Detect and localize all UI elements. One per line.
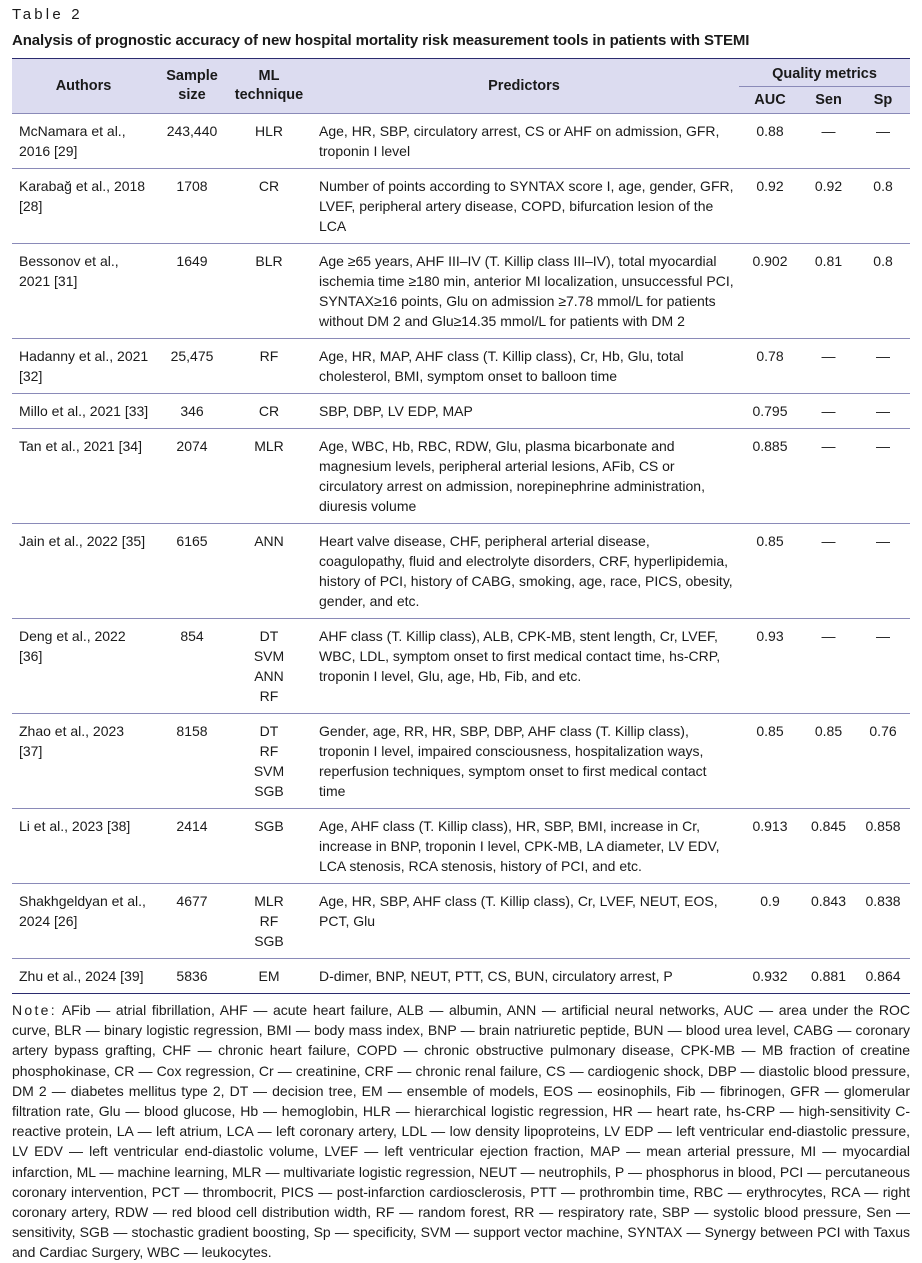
cell-authors: Zhao et al., 2023 [37] (12, 714, 155, 809)
cell-auc: 0.795 (739, 394, 801, 429)
cell-sp: — (856, 339, 910, 394)
cell-predictors: Age ≥65 years, AHF III–IV (T. Killip class III–IV), total myocardial ischemia time ≥180 min, anterior MI localization, unsuccessful PCI, SYNTAX≥16 points, Glu on admission ≥7.78 mmol/L for patients without DM 2 and Glu≥14.35 mmol/L for patients with DM 2 (309, 244, 739, 339)
cell-ml-technique (229, 524, 309, 619)
cell-sample-size: 1708 (155, 169, 229, 244)
cell-sen: — (801, 114, 856, 169)
cell-sen: 0.845 (801, 809, 856, 884)
cell-authors: Bessonov et al., 2021 [31] (12, 244, 155, 339)
cell-predictors: Age, AHF class (T. Killip class), HR, SBP, BMI, increase in Cr, increase in BNP, troponin I level, CPK-MB, LA diameter, LV EDV, LCA stenosis, RCA stenosis, history of PCI, and etc. (309, 809, 739, 884)
ml-technique-item: CR (258, 178, 280, 194)
ml-technique-item: DT (259, 628, 279, 644)
cell-sample-size: 6165 (155, 524, 229, 619)
cell-ml-technique (229, 809, 309, 884)
cell-ml-technique (229, 884, 309, 959)
cell-authors: Jain et al., 2022 [35] (12, 524, 155, 619)
cell-predictors: Age, HR, SBP, circulatory arrest, CS or AHF on admission, GFR, troponin I level (309, 114, 739, 169)
header-predictors: Predictors (309, 59, 739, 114)
cell-sen: 0.843 (801, 884, 856, 959)
cell-sample-size: 5836 (155, 959, 229, 994)
cell-ml-technique (229, 339, 309, 394)
cell-authors: McNamara et al., 2016 [29] (12, 114, 155, 169)
cell-ml-technique (229, 169, 309, 244)
cell-sample-size: 2414 (155, 809, 229, 884)
cell-sp: 0.8 (856, 244, 910, 339)
ml-technique-item: ANN (254, 668, 284, 684)
ml-technique-item: MLR (254, 438, 284, 454)
cell-auc: 0.9 (739, 884, 801, 959)
table-row (12, 884, 910, 959)
cell-sp: — (856, 394, 910, 429)
header-sample-size: Sample size (155, 59, 229, 114)
cell-sen: — (801, 429, 856, 524)
cell-sample-size: 346 (155, 394, 229, 429)
cell-authors: Shakhgeldyan et al., 2024 [26] (12, 884, 155, 959)
header-quality-metrics: Quality metrics (739, 59, 910, 87)
table-label: Table 2 (12, 6, 83, 23)
results-table (12, 58, 910, 994)
cell-sample-size: 4677 (155, 884, 229, 959)
table-row (12, 394, 910, 429)
cell-predictors: Heart valve disease, CHF, peripheral arterial disease, coagulopathy, fluid and electrolyte disorders, CRF, hyperlipidemia, history of PCI, history of CABG, smoking, age, race, PICS, obesity, gender, and etc. (309, 524, 739, 619)
ml-technique-item: ANN (254, 533, 284, 549)
cell-auc: 0.92 (739, 169, 801, 244)
cell-ml-technique (229, 619, 309, 714)
cell-sen: — (801, 394, 856, 429)
ml-technique-item: CR (258, 403, 280, 419)
cell-predictors: AHF class (T. Killip class), ALB, CPK-MB, stent length, Cr, LVEF, WBC, LDL, symptom onset to first medical contact time, hs-CRP, troponin I level, Glu, age, Hb, Fib, and etc. (309, 619, 739, 714)
header-sen: Sen (801, 87, 856, 114)
cell-auc: 0.78 (739, 339, 801, 394)
cell-auc: 0.85 (739, 524, 801, 619)
table-row (12, 169, 910, 244)
table-row (12, 809, 910, 884)
header-authors: Authors (12, 59, 155, 114)
cell-sp: 0.858 (856, 809, 910, 884)
cell-authors: Millo et al., 2021 [33] (12, 394, 155, 429)
cell-sen: 0.81 (801, 244, 856, 339)
cell-auc: 0.932 (739, 959, 801, 994)
table-container (12, 6, 910, 1263)
cell-predictors: Age, HR, MAP, AHF class (T. Killip class), Cr, Hb, Glu, total cholesterol, BMI, symptom onset to balloon time (309, 339, 739, 394)
cell-ml-technique (229, 714, 309, 809)
cell-authors: Karabağ et al., 2018 [28] (12, 169, 155, 244)
cell-auc: 0.885 (739, 429, 801, 524)
table-note (12, 1000, 910, 1263)
ml-technique-item: RF (259, 688, 279, 704)
cell-authors: Zhu et al., 2024 [39] (12, 959, 155, 994)
cell-predictors: SBP, DBP, LV EDP, MAP (309, 394, 739, 429)
table-row (12, 714, 910, 809)
ml-technique-item: SGB (254, 818, 284, 834)
cell-authors: Tan et al., 2021 [34] (12, 429, 155, 524)
ml-technique-item: SVM (253, 763, 285, 779)
table-row (12, 959, 910, 994)
ml-technique-item: SGB (254, 933, 284, 949)
cell-predictors: Number of points according to SYNTAX score I, age, gender, GFR, LVEF, peripheral artery disease, COPD, bifurcation lesion of the LCA (309, 169, 739, 244)
cell-sp: — (856, 114, 910, 169)
cell-auc: 0.902 (739, 244, 801, 339)
table-row (12, 339, 910, 394)
cell-ml-technique (229, 429, 309, 524)
cell-sample-size: 25,475 (155, 339, 229, 394)
ml-technique-item: MLR (254, 893, 284, 909)
note-label: Note: (12, 1002, 57, 1018)
cell-sp: 0.864 (856, 959, 910, 994)
cell-ml-technique (229, 114, 309, 169)
cell-sp: 0.76 (856, 714, 910, 809)
cell-predictors: Age, WBC, Hb, RBC, RDW, Glu, plasma bicarbonate and magnesium levels, peripheral arterial lesions, AFib, CS or circulatory arrest on admission, norepinephrine administration, diuresis volume (309, 429, 739, 524)
ml-technique-item: DT (259, 723, 279, 739)
cell-ml-technique (229, 959, 309, 994)
ml-technique-item: RF (259, 913, 279, 929)
table-row (12, 429, 910, 524)
cell-authors: Deng et al., 2022 [36] (12, 619, 155, 714)
ml-technique-item: BLR (255, 253, 283, 269)
cell-sp: — (856, 524, 910, 619)
ml-technique-item: RF (259, 348, 279, 364)
ml-technique-item: SVM (253, 648, 285, 664)
cell-sp: — (856, 429, 910, 524)
table-row (12, 114, 910, 169)
cell-sen: — (801, 524, 856, 619)
table-row (12, 244, 910, 339)
cell-sample-size: 243,440 (155, 114, 229, 169)
ml-technique-item: RF (259, 743, 279, 759)
cell-predictors: D-dimer, BNP, NEUT, PTT, CS, BUN, circulatory arrest, P (309, 959, 739, 994)
cell-sen: — (801, 339, 856, 394)
cell-auc: 0.88 (739, 114, 801, 169)
cell-ml-technique (229, 394, 309, 429)
table-body (12, 114, 910, 994)
cell-authors: Li et al., 2023 [38] (12, 809, 155, 884)
table-title: Analysis of prognostic accuracy of new hospital mortality risk measurement tools in patients with STEMI (12, 32, 750, 49)
cell-predictors: Gender, age, RR, HR, SBP, DBP, AHF class (T. Killip class), troponin I level, impaired consciousness, hospitalization ways, reperfusion techniques, symptom onset to first medical contact time (309, 714, 739, 809)
table-row (12, 524, 910, 619)
ml-technique-item: HLR (254, 123, 283, 139)
table-row (12, 619, 910, 714)
table-header (12, 59, 910, 114)
cell-predictors: Age, HR, SBP, AHF class (T. Killip class), Cr, LVEF, NEUT, EOS, PCT, Glu (309, 884, 739, 959)
cell-auc: 0.85 (739, 714, 801, 809)
cell-sample-size: 854 (155, 619, 229, 714)
cell-sample-size: 2074 (155, 429, 229, 524)
cell-sen: 0.85 (801, 714, 856, 809)
header-auc: AUC (739, 87, 801, 114)
header-sp: Sp (856, 87, 910, 114)
cell-sample-size: 1649 (155, 244, 229, 339)
header-ml-technique: ML technique (229, 59, 309, 114)
note-text: AFib — atrial fibrillation, AHF — acute heart failure, ALB — albumin, ANN — artificial neural networks, AUC — area under the ROC curve, BLR — binary logistic regression, BMI — body mass index, BNP — brain natriuretic peptide, BUN — blood urea level, CABG — coronary artery bypass grafting, CHF — chronic heart failure, COPD — chronic obstructive pulmonary disease, CPK-MB — MB fraction of creatine phosphokinase, CR — Cox regression, Cr — creatinine, CRF — chronic renal failure, CS — cardiogenic shock, DBP — diastolic blood pressure, DM 2 — diabetes mellitus type 2, DT — decision tree, EM — ensemble of models, EOS — eosinophils, Fib — fibrinogen, GFR — glomerular filtration rate, Glu — blood glucose, Hb — hemoglobin, HLR — hierarchical logistic regression, HR — heart rate, hs-CRP — high-sensitivity C-reactive protein, LA — left atrium, LCA — left coronary artery, LDL — low density lipoproteins, LV EDP — left ventricular end-diastolic pressure, LV EDV — left ventricular end-diastolic volume, LVEF — left ventricular ejection fraction, MAP — mean arterial pressure, MI — myocardial infarction, ML — machine learning, MLR — multivariate logistic regression, NEUT — neutrophils, P — phosphorus in blood, PCI — percutaneous coronary intervention, PCT — thrombocrit, PICS — post-infarction cardiosclerosis, PTT — prothrombin time, RBC — erythrocytes, RCA — right coronary artery, RDW — red blood cell distribution width, RF — random forest, RR — respiratory rate, SBP — systolic blood pressure, Sen — sensitivity, SGB — stochastic gradient boosting, Sp — specificity, SVM — support vector machine, SYNTAX — Synergy between PCI with Taxus and Cardiac Surgery, WBC — leukocytes. (12, 1002, 910, 1261)
cell-authors: Hadanny et al., 2021 [32] (12, 339, 155, 394)
cell-sen: — (801, 619, 856, 714)
cell-sen: 0.92 (801, 169, 856, 244)
cell-sp: 0.838 (856, 884, 910, 959)
cell-sp: 0.8 (856, 169, 910, 244)
cell-auc: 0.93 (739, 619, 801, 714)
cell-sp: — (856, 619, 910, 714)
ml-technique-item: SGB (254, 783, 284, 799)
cell-sen: 0.881 (801, 959, 856, 994)
cell-ml-technique (229, 244, 309, 339)
ml-technique-item: EM (258, 968, 280, 984)
cell-sample-size: 8158 (155, 714, 229, 809)
cell-auc: 0.913 (739, 809, 801, 884)
